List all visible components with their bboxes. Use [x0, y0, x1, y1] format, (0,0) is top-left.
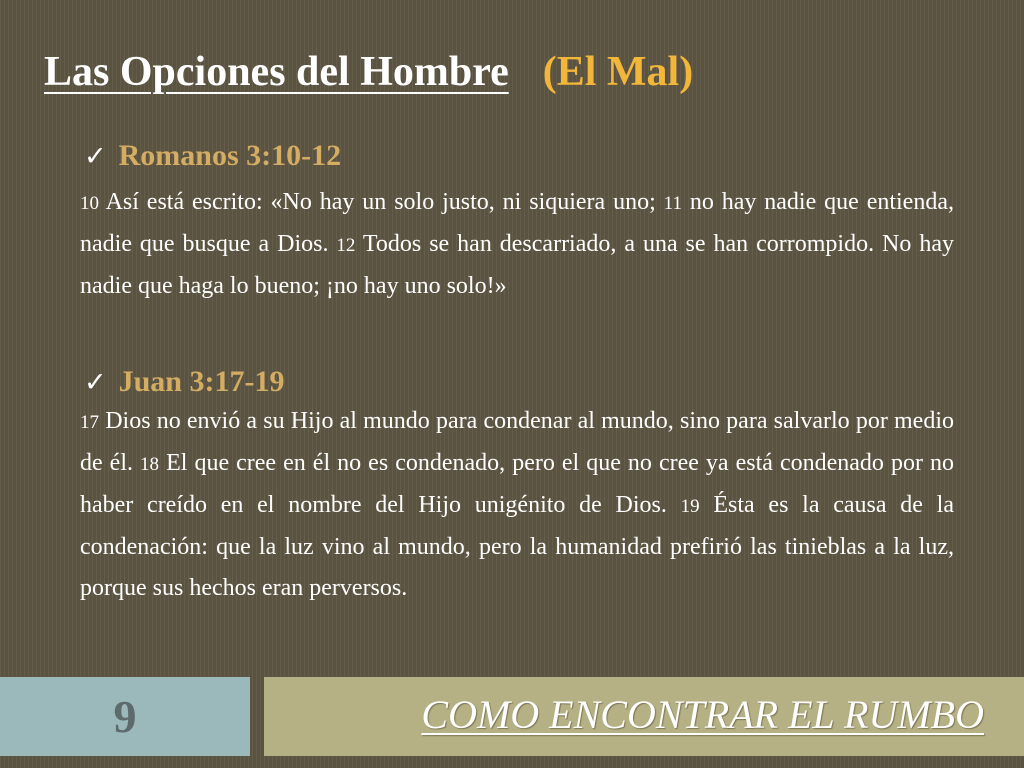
- title-main: Las Opciones del Hombre: [44, 49, 509, 95]
- page-number: 9: [113, 691, 137, 742]
- verse-block-romanos: [80, 182, 954, 307]
- verse-number: 19: [680, 496, 700, 517]
- verse-number: 18: [140, 454, 160, 475]
- verse-number: 12: [336, 235, 356, 256]
- footer-banner: [264, 677, 1024, 756]
- checkmark-icon: ✓: [84, 367, 107, 398]
- section-heading-romanos: [84, 136, 341, 176]
- verse-text: Dios no envió a su Hijo al mundo para condenar al mundo, sino para salvarlo por medio de él.: [80, 408, 954, 476]
- footer-page-box: [0, 677, 250, 756]
- footer-link-text[interactable]: COMO ENCONTRAR EL RUMBO: [421, 692, 984, 737]
- verse-number: 10: [80, 193, 99, 214]
- checkmark-icon: ✓: [84, 141, 107, 172]
- title-accent: (El Mal): [542, 49, 694, 95]
- verse-text: Todos se han descarriado, a una se han corrompido. No hay nadie que haga lo bueno; ¡no hay uno solo!»: [80, 231, 954, 299]
- slide-title: [44, 44, 693, 100]
- section-heading-label: Juan 3:17-19: [118, 365, 285, 398]
- verse-number: 17: [80, 412, 99, 433]
- verse-text: no hay nadie que entienda, nadie que busque a Dios.: [80, 189, 954, 257]
- verse-text: Ésta es la causa de la condenación: que la luz vino al mundo, pero la humanidad prefirió las tinieblas a la luz, porque sus hechos eran perversos.: [80, 492, 954, 601]
- verse-text: El que cree en él no es condenado, pero el que no cree ya está condenado por no haber creído en el nombre del Hijo unigénito de Dios.: [80, 450, 954, 518]
- verse-number: 11: [663, 193, 682, 214]
- section-heading-label: Romanos 3:10-12: [118, 139, 342, 172]
- verse-text: Así está escrito: «No hay un solo justo, ni siquiera uno;: [99, 189, 664, 215]
- section-heading-juan: [84, 362, 284, 402]
- verse-block-juan: [80, 401, 954, 609]
